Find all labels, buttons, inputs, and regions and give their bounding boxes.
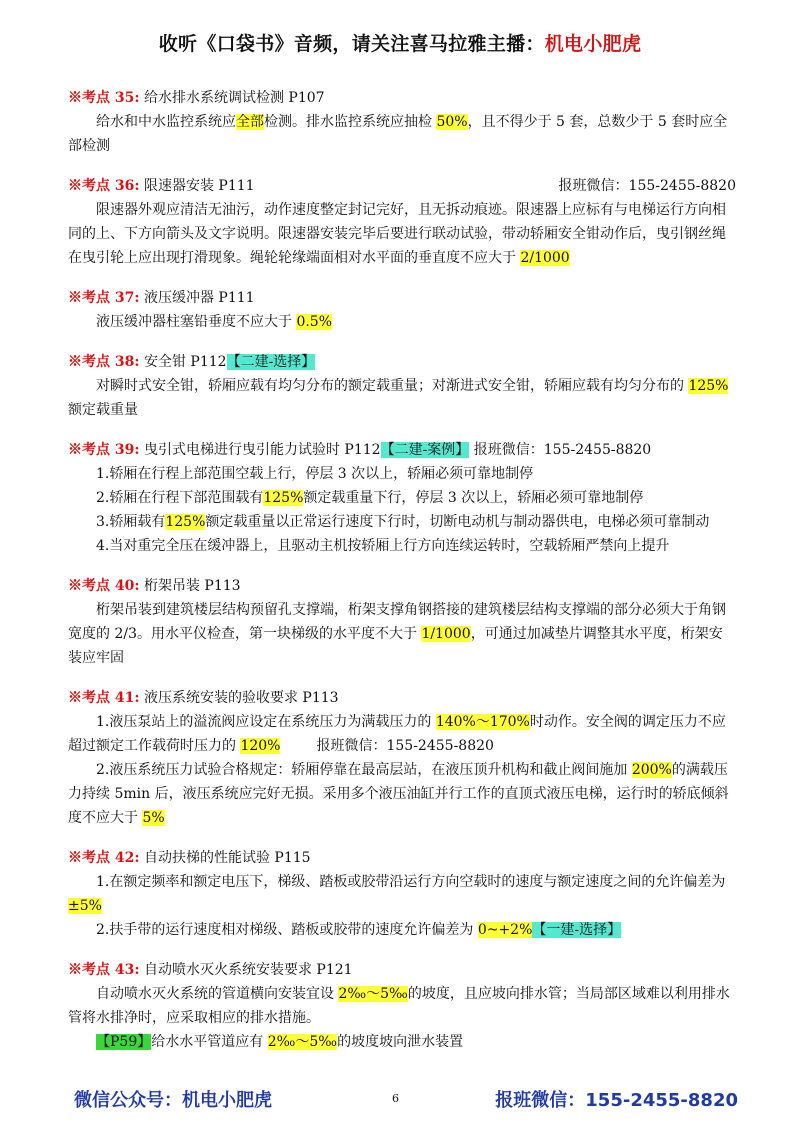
section-heading: 曳引式电梯进行曳引能力试验时 P112 bbox=[143, 442, 381, 458]
section-marker: ※考点 37: bbox=[68, 290, 140, 306]
highlight: 5% bbox=[142, 810, 165, 826]
exam-tag: 【二建-选择】 bbox=[226, 354, 316, 370]
section-title bbox=[68, 438, 736, 462]
footer-wechat-account: 微信公众号：机电小肥虎 bbox=[74, 1090, 272, 1111]
contact-wechat: 报班微信：155-2455-8820 bbox=[473, 442, 652, 458]
section-paragraph: 液压缓冲器柱塞铅垂度不应大于 0.5% bbox=[96, 314, 333, 330]
section-marker: ※考点 39: bbox=[68, 442, 140, 458]
section-paragraph: 1.在额定频率和额定电压下，梯级、踏板或胶带沿运行方向空载时的速度与额定速度之间的允许偏差为±5% bbox=[68, 874, 726, 914]
section-39 bbox=[68, 438, 736, 558]
section-paragraph: 给水和中水监控系统应全部检测。排水监控系统应抽检 50%，且不得少于 5 套，总数少于 5 套时应全部检测 bbox=[68, 114, 728, 154]
section-42 bbox=[68, 846, 736, 942]
section-heading: 安全钳 P112 bbox=[143, 354, 227, 370]
section-paragraph: 【P59】给水水平管道应有 2‰～5‰的坡度坡向泄水装置 bbox=[96, 1034, 464, 1050]
section-heading: 自动扶梯的性能试验 P115 bbox=[143, 850, 311, 866]
highlight: 全部 bbox=[236, 114, 264, 130]
content bbox=[68, 86, 736, 1070]
list-item: 1.轿厢在行程上部范围空载上行，停层 3 次以上，轿厢必须可靠地制停 bbox=[96, 466, 534, 482]
section-paragraph: 桁架吊装到建筑楼层结构预留孔支撑端，桁架支撑角钢搭接的建筑楼层结构支撑端的部分必须大于角钢宽度的 2/3。用水平仪检查，第一块梯级的水平度不大于 1/1000，可通过加减垫片调整其水平度，桁架安装应牢固 bbox=[68, 602, 726, 666]
header-anchor-name: 机电小肥虎 bbox=[544, 33, 642, 55]
section-title bbox=[68, 958, 736, 982]
highlight: 120% bbox=[240, 738, 281, 754]
section-marker: ※考点 35: bbox=[68, 90, 140, 106]
section-heading: 桁架吊装 P113 bbox=[143, 578, 241, 594]
section-title bbox=[68, 846, 736, 870]
list-item: 3.轿厢载有125%额定载重量以正常运行速度下行时，切断电动机与制动器供电，电梯必须可靠制动 bbox=[96, 514, 710, 530]
section-35 bbox=[68, 86, 736, 158]
highlight: 140%～170% bbox=[435, 714, 530, 730]
highlight: 125% bbox=[688, 378, 729, 394]
list-item: 2.轿厢在行程下部范围载有125%额定载重量下行，停层 3 次以上，轿厢必须可靠地制停 bbox=[96, 490, 644, 506]
section-marker: ※考点 38: bbox=[68, 354, 140, 370]
section-36 bbox=[68, 174, 736, 270]
section-heading: 自动喷水灭火系统安装要求 P121 bbox=[143, 962, 353, 978]
section-title bbox=[68, 686, 736, 710]
section-marker: ※考点 36: bbox=[68, 178, 140, 194]
section-paragraph: 1.液压泵站上的溢流阀应设定在系统压力为满载压力的 140%～170%时动作。安全阀的调定压力不应超过额定工作载荷时压力的 120% 报班微信：155-2455-8820 bbox=[68, 714, 726, 754]
section-37 bbox=[68, 286, 736, 334]
list-item: 4.当对重完全压在缓冲器上，且驱动主机按轿厢上行方向连续运转时，空载轿厢严禁向上提升 bbox=[96, 538, 670, 554]
highlight: 50% bbox=[436, 114, 468, 130]
section-title bbox=[68, 350, 736, 374]
section-heading: 给水排水系统调试检测 P107 bbox=[143, 90, 325, 106]
header-title: 收听《口袋书》音频，请关注喜马拉雅主播： bbox=[158, 33, 545, 55]
section-paragraph: 限速器外观应清洁无油污，动作速度整定封记完好，且无拆动痕迹。限速器上应标有与电梯运行方向相同的上、下方向箭头及文字说明。限速器安装完毕后要进行联动试验，带动轿厢安全钳动作后，曳引钢丝绳在曳引轮上应出现打滑现象。绳轮轮缘端面相对水平面的垂直度不应大于 2/1000 bbox=[68, 202, 726, 266]
highlight: 200% bbox=[631, 762, 672, 778]
contact-wechat: 报班微信：155-2455-8820 bbox=[558, 178, 736, 194]
highlight: 1/1000 bbox=[421, 626, 471, 642]
section-title bbox=[68, 574, 736, 598]
section-40 bbox=[68, 574, 736, 670]
highlight: 0.5% bbox=[296, 314, 333, 330]
highlight: 2/1000 bbox=[520, 250, 570, 266]
page-header bbox=[0, 29, 800, 56]
footer-contact: 报班微信：155-2455-8820 bbox=[495, 1090, 738, 1111]
section-paragraph: 2.扶手带的运行速度相对梯级、踏板或胶带的速度允许偏差为 0~+2%【一建-选择】 bbox=[96, 922, 622, 938]
page-footer bbox=[0, 1086, 800, 1116]
highlight: 2‰～5‰ bbox=[338, 986, 408, 1002]
section-heading: 液压系统安装的验收要求 P113 bbox=[143, 690, 339, 706]
section-38 bbox=[68, 350, 736, 422]
section-marker: ※考点 42: bbox=[68, 850, 140, 866]
page-ref-tag: 【P59】 bbox=[96, 1034, 152, 1050]
section-title bbox=[68, 174, 736, 198]
page-number: 6 bbox=[392, 1092, 399, 1105]
contact-wechat: 报班微信：155-2455-8820 bbox=[316, 738, 494, 754]
section-heading: 液压缓冲器 P111 bbox=[143, 290, 255, 306]
highlight: ±5% bbox=[68, 898, 102, 914]
section-heading: 限速器安装 P111 bbox=[143, 178, 255, 194]
section-marker: ※考点 43: bbox=[68, 962, 140, 978]
highlight: 125% bbox=[165, 514, 206, 530]
section-43 bbox=[68, 958, 736, 1054]
section-paragraph: 2.液压系统压力试验合格规定：轿厢停靠在最高层站，在液压顶升机构和截止阀间施加 200%的满载压力持续 5min 后，液压系统应完好无损。采用多个液压油缸并行工作的直顶式液压电梯，运行时的轿底倾斜度不应大于 5% bbox=[68, 762, 729, 826]
highlight: 2‰～5‰ bbox=[267, 1034, 338, 1050]
section-41 bbox=[68, 686, 736, 830]
exam-tag: 【一建-选择】 bbox=[532, 922, 622, 938]
exam-tag: 【二建-案例】 bbox=[380, 442, 470, 458]
section-title bbox=[68, 86, 736, 110]
section-paragraph: 对瞬时式安全钳，轿厢应载有均匀分布的额定载重量；对渐进式安全钳，轿厢应载有均匀分布的 125%额定载重量 bbox=[68, 378, 729, 418]
section-title bbox=[68, 286, 736, 310]
section-paragraph: 自动喷水灭火系统的管道横向安装宜设 2‰～5‰的坡度，且应坡向排水管；当局部区域难以利用排水管将水排净时，应采取相应的排水措施。 bbox=[68, 986, 730, 1026]
section-marker: ※考点 40: bbox=[68, 578, 140, 594]
highlight: 125% bbox=[263, 490, 304, 506]
highlight: 0~+2% bbox=[477, 922, 533, 938]
section-marker: ※考点 41: bbox=[68, 690, 140, 706]
